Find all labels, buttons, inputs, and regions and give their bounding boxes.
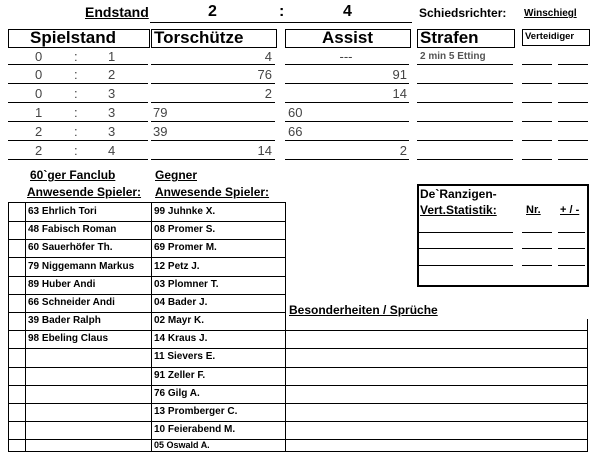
goal-away: 3 [108, 86, 116, 101]
away-player: 04 Bader J. [154, 297, 208, 308]
goal-home: 0 [35, 49, 43, 64]
stats-title: De`Ranzigen- [420, 187, 497, 201]
goal-assist: 60 [288, 105, 303, 120]
goal-home: 0 [35, 86, 43, 101]
away-player: 99 Juhnke X. [154, 206, 216, 217]
away-player: 14 Kraus J. [154, 333, 208, 344]
away-player: 12 Petz J. [154, 261, 200, 272]
stats-column-plusminus: + / - [560, 204, 580, 216]
away-team-name: Gegner [155, 168, 198, 182]
goal-assist: 14 [392, 86, 407, 101]
goal-away: 3 [108, 124, 116, 139]
score-underline [150, 22, 412, 23]
away-player: 69 Promer M. [154, 242, 217, 253]
score-separator: : [279, 3, 285, 20]
away-player: 91 Zeller F. [154, 370, 206, 381]
away-player: 08 Promer S. [154, 224, 216, 235]
goal-colon: : [74, 86, 78, 101]
goal-home: 1 [35, 105, 43, 120]
away-player: 10 Feierabend M. [154, 424, 236, 435]
remarks-label: Besonderheiten / Sprüche [289, 303, 438, 317]
goal-colon: : [74, 105, 78, 120]
goal-scorer: 2 [264, 86, 272, 101]
away-player: 11 Sievers E. [154, 351, 216, 362]
home-player: 66 Schneider Andi [28, 297, 115, 308]
stats-subtitle: Vert.Statistik: [420, 203, 497, 217]
home-player: 39 Bader Ralph [28, 315, 101, 326]
spielstand-title: Spielstand [30, 28, 116, 47]
goal-away: 1 [108, 49, 116, 64]
home-players-label: Anwesende Spieler: [27, 185, 142, 199]
goal-colon: : [74, 49, 78, 64]
away-player: 02 Mayr K. [154, 315, 205, 326]
goal-scorer: 79 [153, 105, 168, 120]
goal-assist: --- [339, 49, 353, 64]
goal-scorer: 76 [257, 67, 272, 82]
away-player: 03 Plomner T. [154, 279, 219, 290]
stats-column-nr: Nr. [526, 204, 541, 216]
goal-colon: : [74, 67, 78, 82]
goal-assist: 66 [288, 124, 303, 139]
goal-away: 2 [108, 67, 116, 82]
goal-assist: 91 [392, 67, 407, 82]
goal-colon: : [74, 124, 78, 139]
goal-colon: : [74, 143, 78, 158]
home-player: 89 Huber Andi [28, 279, 96, 290]
score-home: 2 [208, 3, 217, 20]
away-player: 13 Promberger C. [154, 406, 238, 417]
home-player: 98 Ebeling Claus [28, 333, 109, 344]
goal-away: 3 [108, 105, 116, 120]
home-player: 63 Ehrlich Tori [28, 206, 97, 217]
goal-scorer: 39 [153, 124, 168, 139]
goal-penalty: 2 min 5 Etting [420, 51, 486, 62]
goal-home: 2 [35, 143, 43, 158]
goal-scorer: 4 [264, 49, 272, 64]
referee-label: Schiedsrichter: [419, 6, 507, 20]
home-player: 60 Sauerhöfer Th. [28, 242, 113, 253]
goal-home: 0 [35, 67, 43, 82]
away-players-label: Anwesende Spieler: [155, 185, 270, 199]
goal-home: 2 [35, 124, 43, 139]
goal-assist: 2 [399, 143, 407, 158]
home-player: 48 Fabisch Roman [28, 224, 117, 235]
away-player: 76 Gilg A. [154, 388, 200, 399]
verteidiger-title: Verteidiger [525, 31, 575, 42]
home-player: 79 Niggemann Markus [28, 261, 135, 272]
assist-title: Assist [322, 28, 374, 47]
score-away: 4 [343, 3, 352, 20]
home-team-name: 60`ger Fanclub [30, 168, 116, 182]
endstand-label: Endstand [85, 4, 149, 20]
torschuetze-title: Torschütze [154, 28, 244, 47]
away-player: 05 Oswald A. [154, 440, 210, 450]
goal-scorer: 14 [257, 143, 272, 158]
referee-name: Winschiegl [524, 8, 577, 19]
strafen-title: Strafen [420, 28, 479, 47]
goal-away: 4 [108, 143, 116, 158]
